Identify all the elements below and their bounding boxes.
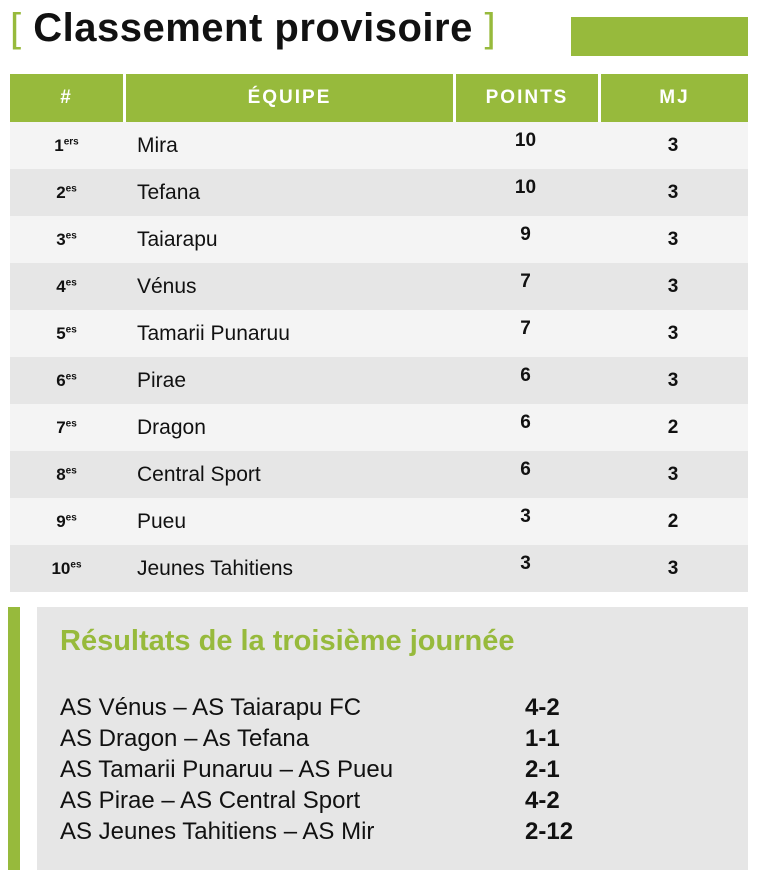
results-panel xyxy=(37,607,748,870)
rank-suffix: es xyxy=(65,370,77,382)
team-name: Tefana xyxy=(137,180,201,204)
rank-suffix: es xyxy=(65,323,77,335)
match-score: 4-2 xyxy=(525,786,560,814)
page-title xyxy=(10,6,496,51)
match-teams: AS Pirae – AS Central Sport xyxy=(60,786,361,814)
rank xyxy=(10,230,123,250)
points: 3 xyxy=(520,552,531,574)
points: 7 xyxy=(520,270,531,292)
team-name: Dragon xyxy=(137,415,206,439)
rank-suffix: es xyxy=(65,464,77,476)
matches-played: 3 xyxy=(667,134,679,156)
matches-played: 3 xyxy=(667,181,679,203)
match-teams: AS Dragon – As Tefana xyxy=(60,724,310,752)
col-mj: MJ xyxy=(601,74,748,122)
table-row xyxy=(10,545,748,592)
points: 6 xyxy=(520,458,531,480)
team-name: Taiarapu xyxy=(137,227,218,251)
match-score: 2-12 xyxy=(525,817,574,845)
rank xyxy=(10,559,123,579)
points: 6 xyxy=(520,411,531,433)
result-item xyxy=(60,754,720,785)
team-name: Jeunes Tahitiens xyxy=(137,556,294,580)
standings-table xyxy=(10,74,748,592)
result-item xyxy=(60,723,720,754)
rank-suffix: es xyxy=(70,558,82,570)
table-header xyxy=(10,74,748,122)
result-item xyxy=(60,785,720,816)
table-row xyxy=(10,310,748,357)
points: 9 xyxy=(520,223,531,245)
rank xyxy=(10,371,123,391)
rank-number: 1 xyxy=(54,135,64,155)
rank-suffix: es xyxy=(65,511,77,523)
bracket-open: [ xyxy=(10,6,22,50)
match-teams: AS Tamarii Punaruu – AS Pueu xyxy=(60,755,394,783)
rank xyxy=(10,136,123,156)
title-text: Classement provisoire xyxy=(33,6,473,50)
result-item xyxy=(60,692,720,723)
points: 10 xyxy=(514,176,537,198)
rank-number: 2 xyxy=(56,182,66,202)
points: 6 xyxy=(520,364,531,386)
points: 3 xyxy=(520,505,531,527)
table-row xyxy=(10,263,748,310)
results-list xyxy=(60,692,720,847)
rank-number: 8 xyxy=(56,464,66,484)
match-score: 2-1 xyxy=(525,755,560,783)
rank-number: 4 xyxy=(56,276,66,296)
rank xyxy=(10,183,123,203)
rank-number: 6 xyxy=(56,370,66,390)
matches-played: 3 xyxy=(667,228,679,250)
team-name: Central Sport xyxy=(137,462,261,486)
rank xyxy=(10,418,123,438)
team-name: Mira xyxy=(137,133,178,157)
rank-suffix: es xyxy=(65,182,77,194)
col-team: ÉQUIPE xyxy=(126,74,453,122)
rank-number: 5 xyxy=(56,323,66,343)
rank-number: 9 xyxy=(56,511,66,531)
rank-number: 10 xyxy=(51,558,71,578)
rank-number: 7 xyxy=(56,417,66,437)
rank xyxy=(10,324,123,344)
table-row xyxy=(10,216,748,263)
matches-played: 3 xyxy=(667,322,679,344)
rank-number: 3 xyxy=(56,229,66,249)
rank xyxy=(10,512,123,532)
result-item xyxy=(60,816,720,847)
rank xyxy=(10,465,123,485)
matches-played: 2 xyxy=(667,416,679,438)
table-row xyxy=(10,122,748,169)
table-row xyxy=(10,498,748,545)
match-score: 4-2 xyxy=(525,693,560,721)
matches-played: 3 xyxy=(667,463,679,485)
table-row xyxy=(10,451,748,498)
matches-played: 3 xyxy=(667,275,679,297)
rank-suffix: es xyxy=(65,229,77,241)
points: 7 xyxy=(520,317,531,339)
team-name: Tamarii Punaruu xyxy=(137,321,290,345)
rank-suffix: es xyxy=(65,276,77,288)
title-accent-bar xyxy=(571,17,748,56)
rank-suffix: ers xyxy=(63,135,79,147)
table-row xyxy=(10,169,748,216)
matches-played: 2 xyxy=(667,510,679,532)
rank-suffix: es xyxy=(65,417,77,429)
points: 10 xyxy=(514,129,537,151)
col-rank: # xyxy=(10,74,123,122)
team-name: Vénus xyxy=(137,274,197,298)
match-score: 1-1 xyxy=(525,724,560,752)
team-name: Pirae xyxy=(137,368,187,392)
col-points: POINTS xyxy=(456,74,598,122)
match-teams: AS Jeunes Tahitiens – AS Mir xyxy=(60,817,375,845)
matches-played: 3 xyxy=(667,369,679,391)
match-teams: AS Vénus – AS Taiarapu FC xyxy=(60,693,362,721)
table-body xyxy=(10,122,748,592)
rank xyxy=(10,277,123,297)
table-row xyxy=(10,357,748,404)
matches-played: 3 xyxy=(667,557,679,579)
results-accent-bar xyxy=(8,607,20,870)
team-name: Pueu xyxy=(137,509,187,533)
table-row xyxy=(10,404,748,451)
results-title: Résultats de la troisième journée xyxy=(60,625,515,657)
bracket-close: ] xyxy=(484,6,497,50)
